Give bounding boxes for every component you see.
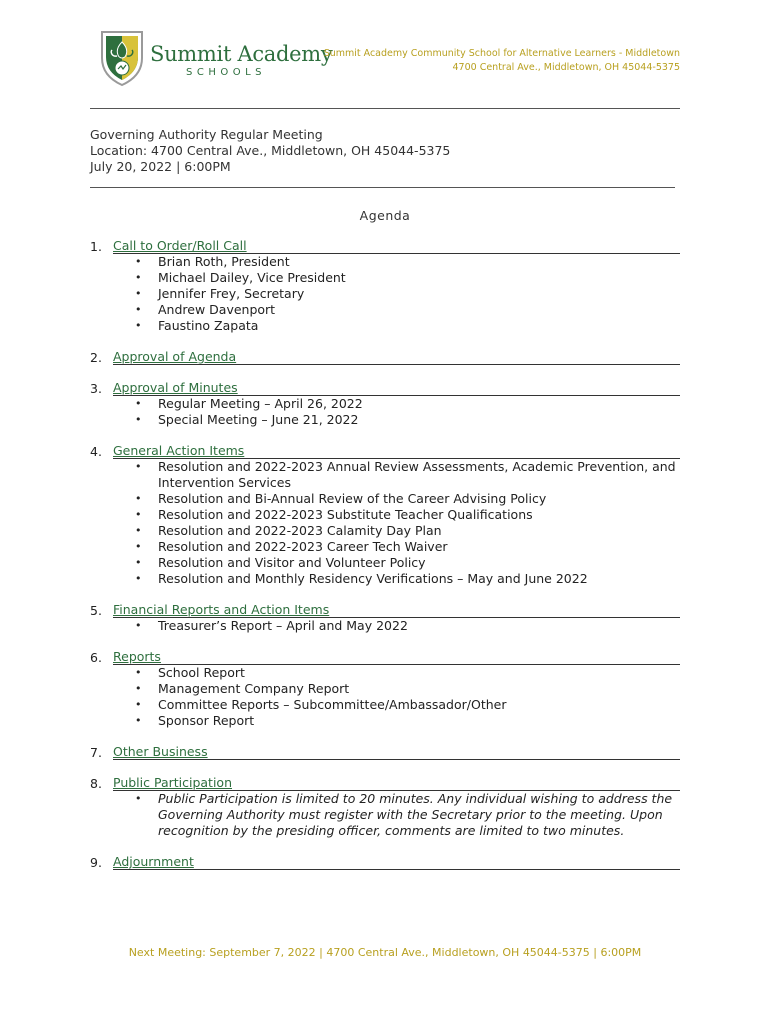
header-divider	[90, 108, 680, 109]
list-item: • Sponsor Report	[135, 713, 680, 729]
list-item: • Faustino Zapata	[135, 318, 680, 334]
agenda-item-number: 3.	[90, 381, 102, 396]
list-item: • Michael Dailey, Vice President	[135, 270, 680, 286]
meeting-info	[90, 127, 450, 175]
agenda-item-heading	[90, 649, 680, 665]
agenda-item-number: 9.	[90, 855, 102, 870]
agenda-item-title[interactable]: Other Business	[113, 744, 680, 760]
agenda-item-number: 7.	[90, 745, 102, 760]
agenda-item-heading	[90, 602, 680, 618]
list-item: • Resolution and Monthly Residency Verifications – May and June 2022	[135, 571, 680, 587]
agenda-item-number: 4.	[90, 444, 102, 459]
agenda-item-heading	[90, 380, 680, 396]
summit-academy-shield-icon	[98, 28, 146, 88]
agenda-item-title[interactable]: Approval of Agenda	[113, 349, 680, 365]
meeting-divider	[90, 187, 675, 188]
list-item: • Andrew Davenport	[135, 302, 680, 318]
agenda-item	[90, 775, 680, 839]
list-item: • Resolution and 2022-2023 Career Tech Waiver	[135, 539, 680, 555]
agenda-item	[90, 602, 680, 634]
header-address-line1: Summit Academy Community School for Alternative Learners - Middletown	[323, 48, 680, 59]
agenda-item-heading	[90, 443, 680, 459]
agenda-item	[90, 349, 680, 365]
agenda-item-heading	[90, 349, 680, 365]
agenda-item-number: 1.	[90, 239, 102, 254]
agenda-item-title[interactable]: Public Participation	[113, 775, 680, 791]
agenda-list	[90, 238, 680, 885]
agenda-item	[90, 238, 680, 334]
list-item: • Resolution and Bi-Annual Review of the Career Advising Policy	[135, 491, 680, 507]
agenda-item-heading	[90, 744, 680, 760]
agenda-item-title[interactable]: General Action Items	[113, 443, 680, 459]
list-item: • Committee Reports – Subcommittee/Ambassador/Other	[135, 697, 680, 713]
footer-next-meeting: Next Meeting: September 7, 2022 | 4700 Central Ave., Middletown, OH 45044-5375 | 6:00PM	[128, 946, 642, 959]
agenda-item	[90, 854, 680, 870]
list-item: • Public Participation is limited to 20 minutes. Any individual wishing to address the Governing Authority must register with the Secretary prior to the meeting. Upon recognition by the presiding officer, comments are limited to two minutes.	[135, 791, 680, 839]
list-item: • Special Meeting – June 21, 2022	[135, 412, 680, 428]
agenda-title: Agenda	[359, 208, 411, 223]
list-item: • Resolution and Visitor and Volunteer Policy	[135, 555, 680, 571]
brand-name: Summit Academy	[150, 42, 333, 66]
agenda-item-title[interactable]: Adjournment	[113, 854, 680, 870]
meeting-date: July 20, 2022 | 6:00PM	[90, 159, 231, 174]
brand-logo-text	[150, 42, 332, 78]
agenda-item-title[interactable]: Financial Reports and Action Items	[113, 602, 680, 618]
agenda-item-bullets	[90, 254, 680, 334]
agenda-item	[90, 380, 680, 428]
agenda-item-heading	[90, 854, 680, 870]
agenda-item-bullets	[90, 791, 680, 839]
list-item: • Resolution and 2022-2023 Annual Review Assessments, Academic Prevention, and Intervention Services	[135, 459, 680, 491]
list-item: • Resolution and 2022-2023 Calamity Day Plan	[135, 523, 680, 539]
list-item: • Treasurer’s Report – April and May 2022	[135, 618, 680, 634]
list-item: • Jennifer Frey, Secretary	[135, 286, 680, 302]
list-item: • Resolution and 2022-2023 Substitute Teacher Qualifications	[135, 507, 680, 523]
list-item: • Brian Roth, President	[135, 254, 680, 270]
agenda-item-bullets	[90, 459, 680, 587]
agenda-item-title[interactable]: Approval of Minutes	[113, 380, 680, 396]
meeting-title: Governing Authority Regular Meeting	[90, 127, 323, 142]
header-address-line2: 4700 Central Ave., Middletown, OH 45044-5375	[452, 62, 680, 73]
agenda-item-heading	[90, 775, 680, 791]
agenda-item-number: 6.	[90, 650, 102, 665]
header-address	[324, 47, 680, 75]
agenda-item	[90, 744, 680, 760]
agenda-item-number: 8.	[90, 776, 102, 791]
agenda-item-number: 5.	[90, 603, 102, 618]
agenda-item-number: 2.	[90, 350, 102, 365]
agenda-item	[90, 649, 680, 729]
agenda-item-title[interactable]: Reports	[113, 649, 680, 665]
agenda-item	[90, 443, 680, 587]
brand-subtitle: SCHOOLS	[186, 67, 267, 78]
agenda-item-title[interactable]: Call to Order/Roll Call	[113, 238, 680, 254]
meeting-location: Location: 4700 Central Ave., Middletown, OH 45044-5375	[90, 143, 451, 158]
agenda-item-bullets	[90, 618, 680, 634]
agenda-item-heading	[90, 238, 680, 254]
list-item: • Regular Meeting – April 26, 2022	[135, 396, 680, 412]
list-item: • School Report	[135, 665, 680, 681]
agenda-item-bullets	[90, 665, 680, 729]
list-item: • Management Company Report	[135, 681, 680, 697]
agenda-item-bullets	[90, 396, 680, 428]
